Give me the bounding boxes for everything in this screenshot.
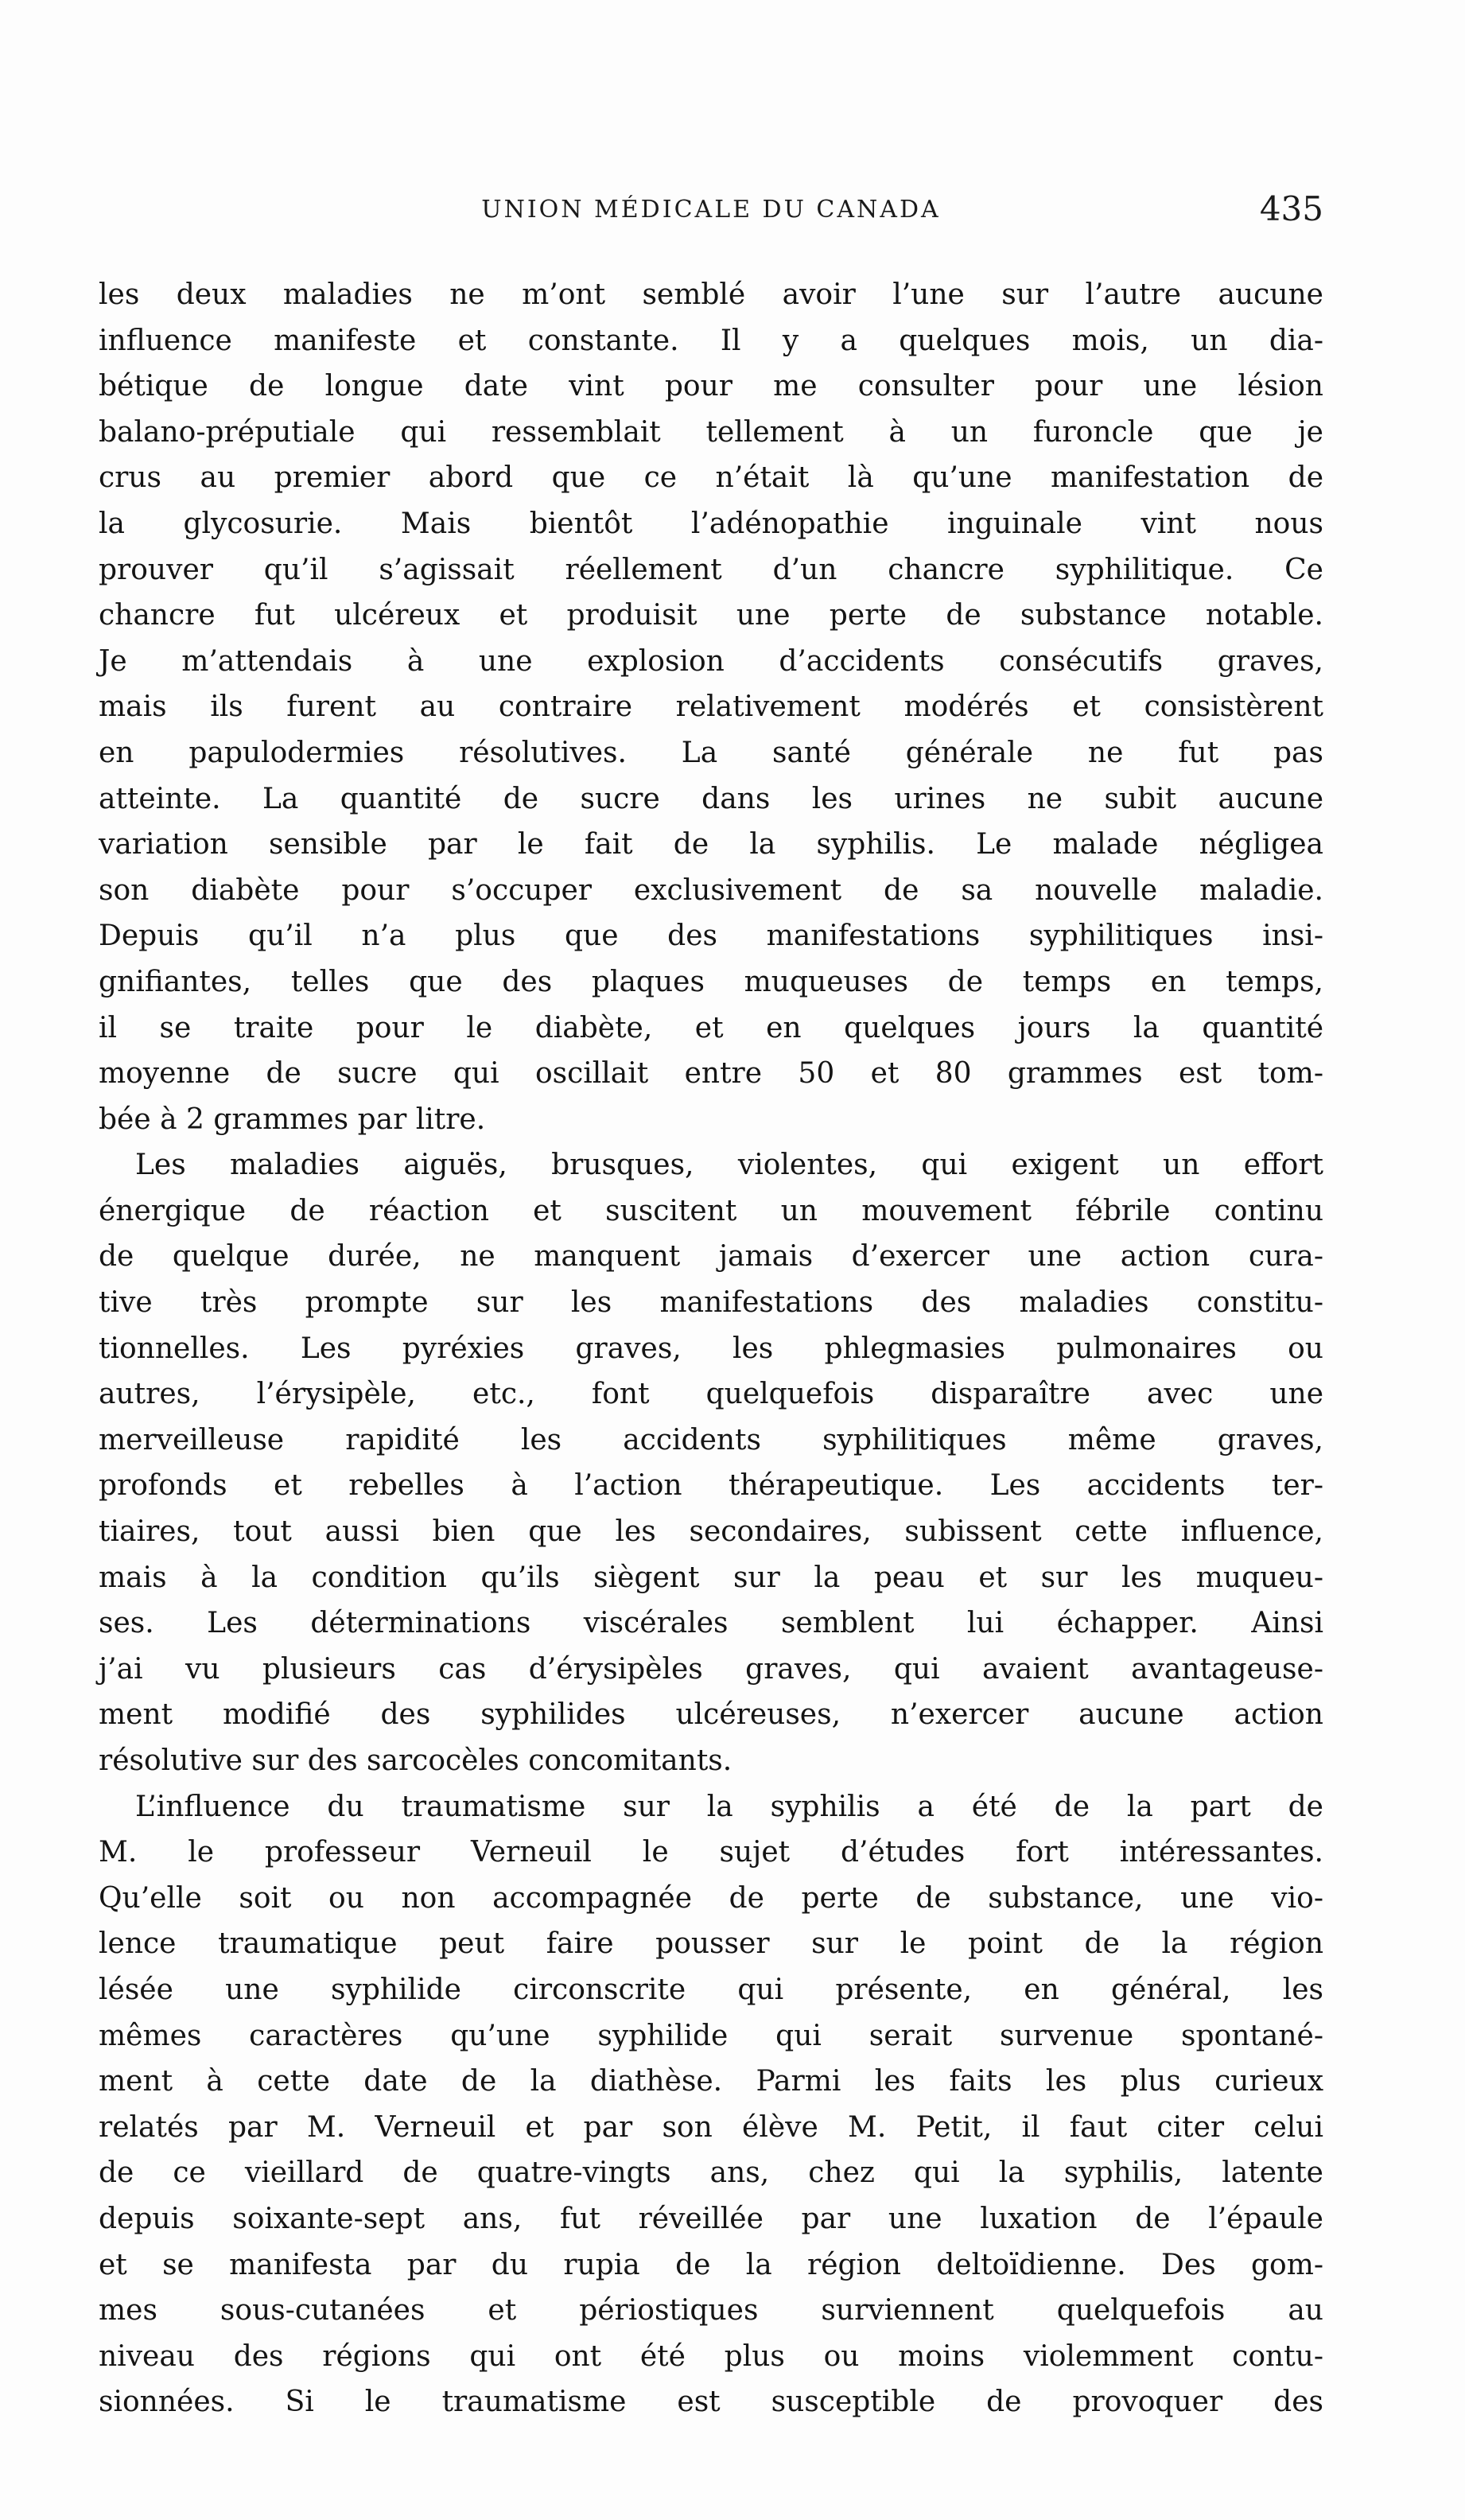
text-line: son diabète pour s’occuper exclusivement de sa nouvelle maladie. [99,873,1323,907]
paragraph [99,272,1323,1142]
text-line: niveau des régions qui ont été plus ou moins violemment contu- [99,2339,1323,2373]
text-line: mêmes caractères qu’une syphilide qui serait survenue spontané- [99,2019,1323,2052]
text-line: merveilleuse rapidité les accidents syphilitiques même graves, [99,1423,1323,1456]
text-line: sionnées. Si le traumatisme est susceptible de provoquer des [99,2386,1323,2419]
text-line: lésée une syphilide circonscrite qui présente, en général, les [99,1973,1323,2006]
text-line: il se traite pour le diabète, et en quelques jours la quantité [99,1011,1323,1044]
text-line: chancre fut ulcéreux et produisit une perte de substance notable. [99,599,1323,632]
text-line: en papulodermies résolutives. La santé générale ne fut pas [99,736,1323,769]
text-line: ses. Les déterminations viscérales semblent lui échapper. Ainsi [99,1607,1323,1640]
text-line: et se manifesta par du rupia de la région deltoïdienne. Des gom- [99,2248,1323,2281]
paragraph [99,1784,1323,2425]
text-line: énergique de réaction et suscitent un mouvement fébrile continu [99,1194,1323,1227]
text-line: variation sensible par le fait de la syphilis. Le malade négligea [99,828,1323,861]
paragraph [99,1142,1323,1783]
text-line: balano-préputiale qui ressemblait tellement à un furoncle que je [99,415,1323,449]
text-line: Depuis qu’il n’a plus que des manifestations syphilitiques insi- [99,920,1323,953]
text-line: prouver qu’il s’agissait réellement d’un chancre syphilitique. Ce [99,553,1323,586]
text-line: j’ai vu plusieurs cas d’érysipèles graves, qui avaient avantageuse- [99,1652,1323,1686]
text-line: bétique de longue date vint pour me consulter pour une lésion [99,370,1323,403]
text-line: profonds et rebelles à l’action thérapeutique. Les accidents ter- [99,1469,1323,1503]
text-line: ment modifié des syphilides ulcéreuses, n’exercer aucune action [99,1698,1323,1732]
text-line: mais à la condition qu’ils siègent sur la peau et sur les muqueu- [99,1561,1323,1594]
text-line: mais ils furent au contraire relativement modérés et consistèrent [99,690,1323,724]
text-line: résolutive sur des sarcocèles concomitants. [99,1744,732,1777]
text-line: de ce vieillard de quatre-vingts ans, chez qui la syphilis, latente [99,2156,1323,2190]
text-line: de quelque durée, ne manquent jamais d’exercer une action cura- [99,1240,1323,1274]
page-number: 435 [1259,189,1323,228]
text-line: ment à cette date de la diathèse. Parmi les faits les plus curieux [99,2065,1323,2098]
text-line: gnifiantes, telles que des plaques muqueuses de temps en temps, [99,965,1323,998]
text-line: crus au premier abord que ce n’était là qu’une manifestation de [99,461,1323,495]
text-line: Je m’attendais à une explosion d’accidents consécutifs graves, [99,644,1323,678]
text-line: tive très prompte sur les manifestations des maladies constitu- [99,1286,1323,1320]
text-line: M. le professeur Verneuil le sujet d’études fort intéressantes. [99,1836,1323,1869]
text-line: influence manifeste et constante. Il y a quelques mois, un dia- [99,324,1323,357]
text-line: moyenne de sucre qui oscillait entre 50 et 80 grammes est tom- [99,1057,1323,1091]
page-header [99,189,1323,243]
text-line: atteinte. La quantité de sucre dans les urines ne subit aucune [99,782,1323,815]
text-line: la glycosurie. Mais bientôt l’adénopathie inguinale vint nous [99,507,1323,540]
text-line: depuis soixante-sept ans, fut réveillée par une luxation de l’épaule [99,2202,1323,2235]
text-line: relatés par M. Verneuil et par son élève M. Petit, il faut citer celui [99,2110,1323,2144]
text-line: L’influence du traumatisme sur la syphilis a été de la part de [135,1790,1323,1823]
text-line: tionnelles. Les pyréxies graves, les phlegmasies pulmonaires ou [99,1332,1323,1365]
text-line: bée à 2 grammes par litre. [99,1102,486,1136]
body-text [99,272,1323,2425]
text-line: lence traumatique peut faire pousser sur le point de la région [99,1927,1323,1961]
text-line: les deux maladies ne m’ont semblé avoir l’une sur l’autre aucune [99,278,1323,311]
running-title: UNION MÉDICALE DU CANADA [481,196,941,224]
text-line: mes sous-cutanées et périostiques surviennent quelquefois au [99,2294,1323,2328]
text-line: Les maladies aiguës, brusques, violentes, qui exigent un effort [135,1149,1323,1182]
text-line: autres, l’érysipèle, etc., font quelquefois disparaître avec une [99,1378,1323,1411]
text-line: Qu’elle soit ou non accompagnée de perte de substance, une vio- [99,1881,1323,1915]
text-line: tiaires, tout aussi bien que les secondaires, subissent cette influence, [99,1515,1323,1549]
